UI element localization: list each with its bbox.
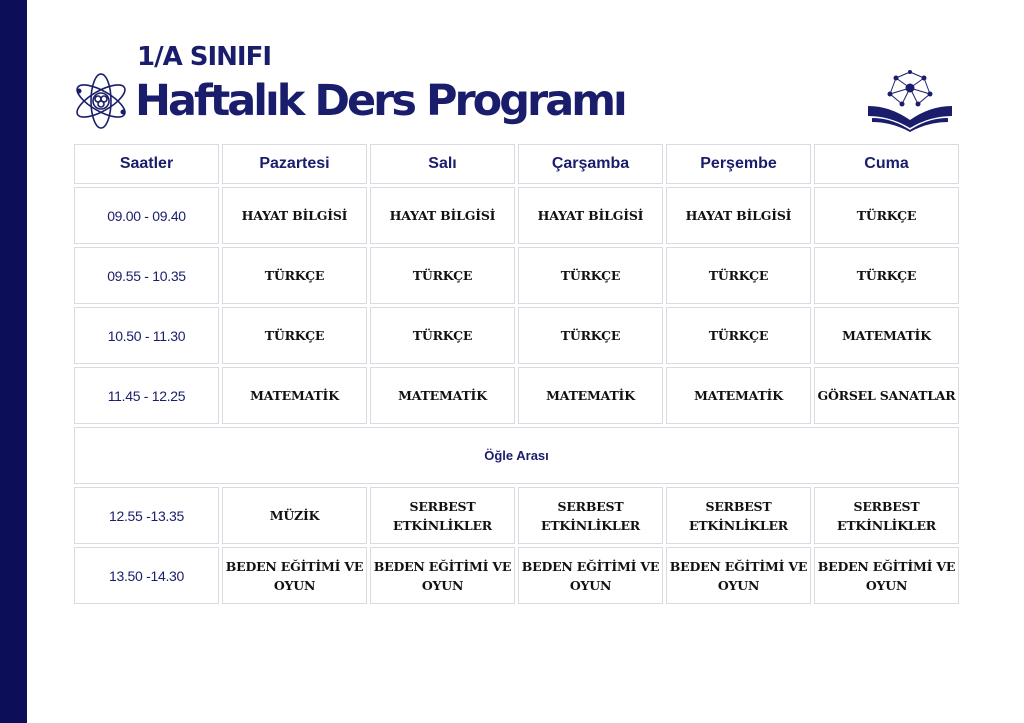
header-row — [74, 144, 959, 184]
lunch-break: Öğle Arası — [74, 427, 959, 484]
time-cell: 09.00 - 09.40 — [74, 187, 219, 244]
lesson-cell: TÜRKÇE — [222, 247, 367, 304]
column-header-monday: Pazartesi — [222, 144, 367, 184]
lesson-cell: HAYAT BİLGİSİ — [370, 187, 515, 244]
column-header-tuesday: Salı — [370, 144, 515, 184]
lesson-cell: TÜRKÇE — [370, 247, 515, 304]
table-row — [74, 487, 959, 544]
table-row — [74, 367, 959, 424]
column-header-friday: Cuma — [814, 144, 959, 184]
column-header-wednesday: Çarşamba — [518, 144, 663, 184]
table-row — [74, 547, 959, 604]
lesson-cell: TÜRKÇE — [814, 247, 959, 304]
class-title: 1/A SINIFI — [137, 42, 272, 72]
time-cell: 13.50 -14.30 — [74, 547, 219, 604]
time-cell: 09.55 - 10.35 — [74, 247, 219, 304]
lesson-cell: TÜRKÇE — [666, 307, 811, 364]
time-cell: 11.45 - 12.25 — [74, 367, 219, 424]
lesson-cell: MATEMATİK — [518, 367, 663, 424]
schedule-table — [71, 141, 962, 607]
lesson-cell: SERBEST ETKİNLİKLER — [518, 487, 663, 544]
lesson-cell: TÜRKÇE — [814, 187, 959, 244]
book-network-icon — [866, 70, 954, 132]
time-cell: 12.55 -13.35 — [74, 487, 219, 544]
side-bar — [0, 0, 27, 723]
column-header-thursday: Perşembe — [666, 144, 811, 184]
lesson-cell: SERBEST ETKİNLİKLER — [370, 487, 515, 544]
break-row — [74, 427, 959, 484]
lesson-cell: TÜRKÇE — [222, 307, 367, 364]
lesson-cell: TÜRKÇE — [666, 247, 811, 304]
lesson-cell: MATEMATİK — [666, 367, 811, 424]
lesson-cell: MATEMATİK — [370, 367, 515, 424]
page-title: Haftalık Ders Programı — [135, 76, 625, 126]
lesson-cell: BEDEN EĞİTİMİ VE OYUN — [222, 547, 367, 604]
column-header-hours: Saatler — [74, 144, 219, 184]
time-cell: 10.50 - 11.30 — [74, 307, 219, 364]
lesson-cell: HAYAT BİLGİSİ — [666, 187, 811, 244]
lesson-cell: BEDEN EĞİTİMİ VE OYUN — [814, 547, 959, 604]
lesson-cell: BEDEN EĞİTİMİ VE OYUN — [666, 547, 811, 604]
lesson-cell: TÜRKÇE — [518, 307, 663, 364]
lesson-cell: BEDEN EĞİTİMİ VE OYUN — [370, 547, 515, 604]
lesson-cell: MATEMATİK — [222, 367, 367, 424]
lesson-cell: MATEMATİK — [814, 307, 959, 364]
lesson-cell: BEDEN EĞİTİMİ VE OYUN — [518, 547, 663, 604]
table-row — [74, 247, 959, 304]
lesson-cell: TÜRKÇE — [518, 247, 663, 304]
lesson-cell: HAYAT BİLGİSİ — [518, 187, 663, 244]
lesson-cell: MÜZİK — [222, 487, 367, 544]
lesson-cell: GÖRSEL SANATLAR — [814, 367, 959, 424]
table-row — [74, 187, 959, 244]
table-row — [74, 307, 959, 364]
lesson-cell: HAYAT BİLGİSİ — [222, 187, 367, 244]
lesson-cell: TÜRKÇE — [370, 307, 515, 364]
lesson-cell: SERBEST ETKİNLİKLER — [814, 487, 959, 544]
atom-icon — [71, 71, 131, 131]
lesson-cell: SERBEST ETKİNLİKLER — [666, 487, 811, 544]
